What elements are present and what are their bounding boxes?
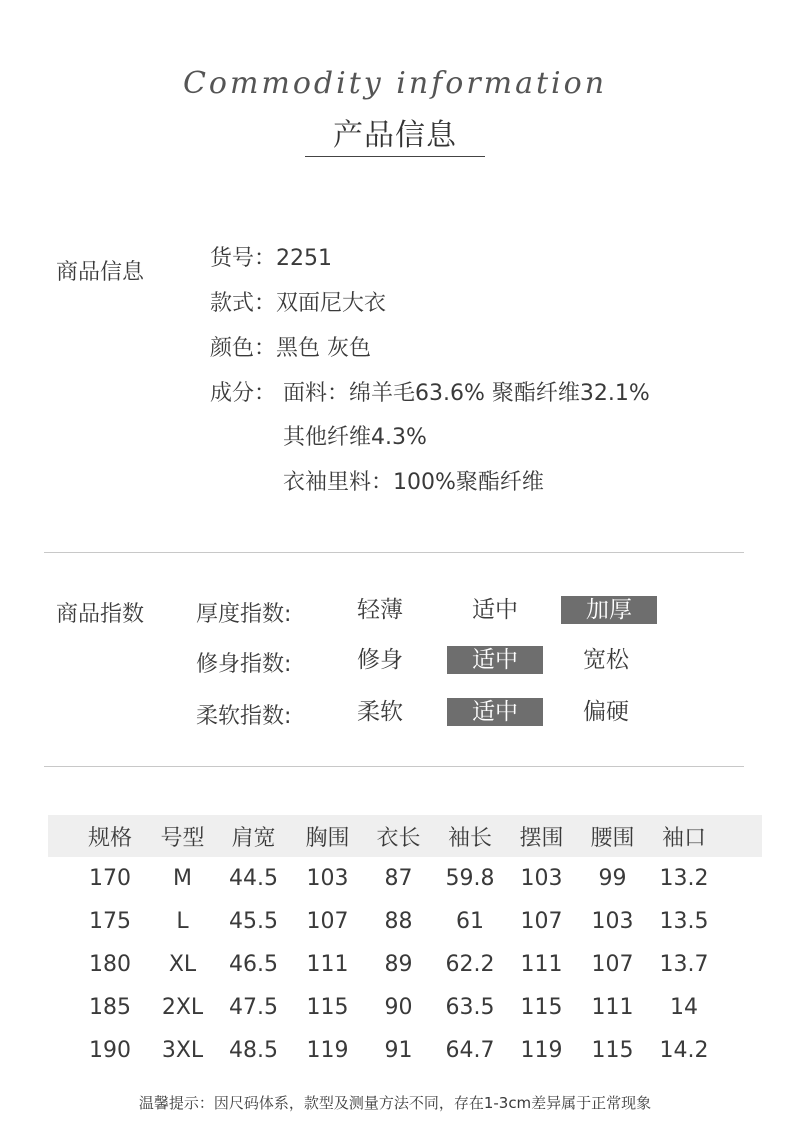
table-cell: 107 (591, 952, 634, 977)
table-cell: 46.5 (229, 952, 278, 977)
table-cell: 13.7 (659, 952, 709, 977)
header-cell: 摆围 (506, 815, 577, 857)
table-cell: L (176, 909, 189, 934)
table-cell: 14.2 (659, 1038, 709, 1063)
info-section-label: 商品信息 (56, 260, 145, 285)
header-cell: 胸围 (292, 815, 363, 857)
table-cell: 103 (520, 866, 563, 891)
table-cell: 47.5 (229, 995, 278, 1020)
header-cell: 号型 (150, 815, 215, 857)
softness-option-medium: 适中 (447, 698, 543, 726)
table-cell: 103 (591, 909, 634, 934)
table-cell: 89 (384, 952, 413, 977)
table-row (48, 1029, 762, 1072)
table-cell: 115 (520, 995, 563, 1020)
divider-1 (44, 552, 744, 553)
softness-index-label: 柔软指数: (196, 704, 292, 729)
index-section-label: 商品指数 (56, 602, 145, 627)
table-cell: 45.5 (229, 909, 278, 934)
table-cell: 175 (89, 909, 131, 934)
thickness-index-label: 厚度指数: (196, 602, 292, 627)
table-cell: 115 (591, 1038, 634, 1063)
table-cell: M (173, 866, 192, 891)
table-cell: 13.2 (659, 866, 709, 891)
header-cell: 肩宽 (215, 815, 292, 857)
table-cell: 91 (384, 1038, 413, 1063)
table-cell: 88 (384, 909, 413, 934)
table-row (48, 900, 762, 943)
table-cell: 2XL (161, 995, 204, 1020)
table-cell: 44.5 (229, 866, 278, 891)
table-cell: 14 (670, 995, 698, 1020)
page-title: 产品信息 (333, 118, 457, 153)
header-cell: 衣长 (363, 815, 434, 857)
size-table (48, 815, 762, 1072)
table-header-row (48, 815, 762, 857)
table-cell: 115 (306, 995, 349, 1020)
composition-line-2: 其他纤维4.3% (283, 425, 427, 450)
fit-option-loose: 宽松 (583, 647, 629, 673)
table-cell: 64.7 (445, 1038, 495, 1063)
table-cell: 119 (520, 1038, 563, 1063)
table-cell: 59.8 (445, 866, 495, 891)
header-cell: 袖长 (434, 815, 506, 857)
softness-option-stiff: 偏硬 (583, 699, 629, 725)
thickness-option-medium: 适中 (472, 597, 518, 623)
divider-2 (44, 766, 744, 767)
table-cell: 170 (89, 866, 131, 891)
color-text: 颜色：黑色 灰色 (210, 336, 371, 361)
table-cell: 3XL (161, 1038, 204, 1063)
table-cell: XL (168, 952, 197, 977)
table-cell: 48.5 (229, 1038, 278, 1063)
size-note: 温馨提示：因尺码体系，款型及测量方法不同，存在1-3cm差异属于正常现象 (138, 1094, 652, 1112)
fit-option-slim: 修身 (357, 647, 403, 673)
thickness-option-thick: 加厚 (561, 596, 657, 624)
table-cell: 111 (306, 952, 349, 977)
table-cell: 190 (89, 1038, 131, 1063)
table-cell: 61 (456, 909, 484, 934)
thickness-option-light: 轻薄 (357, 597, 403, 623)
fit-option-medium: 适中 (447, 646, 543, 674)
table-cell: 63.5 (445, 995, 495, 1020)
table-cell: 99 (598, 866, 627, 891)
composition-line-3: 衣袖里料：100%聚酯纤维 (283, 470, 544, 495)
item-number: 货号：2251 (210, 246, 332, 271)
table-row (48, 943, 762, 986)
table-cell: 87 (384, 866, 413, 891)
fit-index-label: 修身指数: (196, 652, 292, 677)
table-cell: 119 (306, 1038, 349, 1063)
softness-option-soft: 柔软 (357, 699, 403, 725)
table-cell: 107 (520, 909, 563, 934)
header-cell: 腰围 (577, 815, 648, 857)
header-cell: 规格 (70, 815, 150, 857)
header-cell: 袖口 (648, 815, 720, 857)
table-cell: 90 (384, 995, 413, 1020)
table-row (48, 986, 762, 1029)
table-cell: 185 (89, 995, 131, 1020)
title-underline (305, 156, 485, 157)
table-cell: 180 (89, 952, 131, 977)
table-cell: 13.5 (659, 909, 709, 934)
composition-label: 成分： (210, 381, 277, 406)
table-cell: 111 (520, 952, 563, 977)
table-row (48, 857, 762, 900)
table-cell: 62.2 (445, 952, 495, 977)
table-cell: 107 (306, 909, 349, 934)
table-cell: 111 (591, 995, 634, 1020)
composition-line-1: 面料：绵羊毛63.6% 聚酯纤维32.1% (283, 381, 650, 406)
script-title: Commodity information (182, 66, 608, 101)
table-cell: 103 (306, 866, 349, 891)
style-text: 款式：双面尼大衣 (210, 291, 387, 316)
